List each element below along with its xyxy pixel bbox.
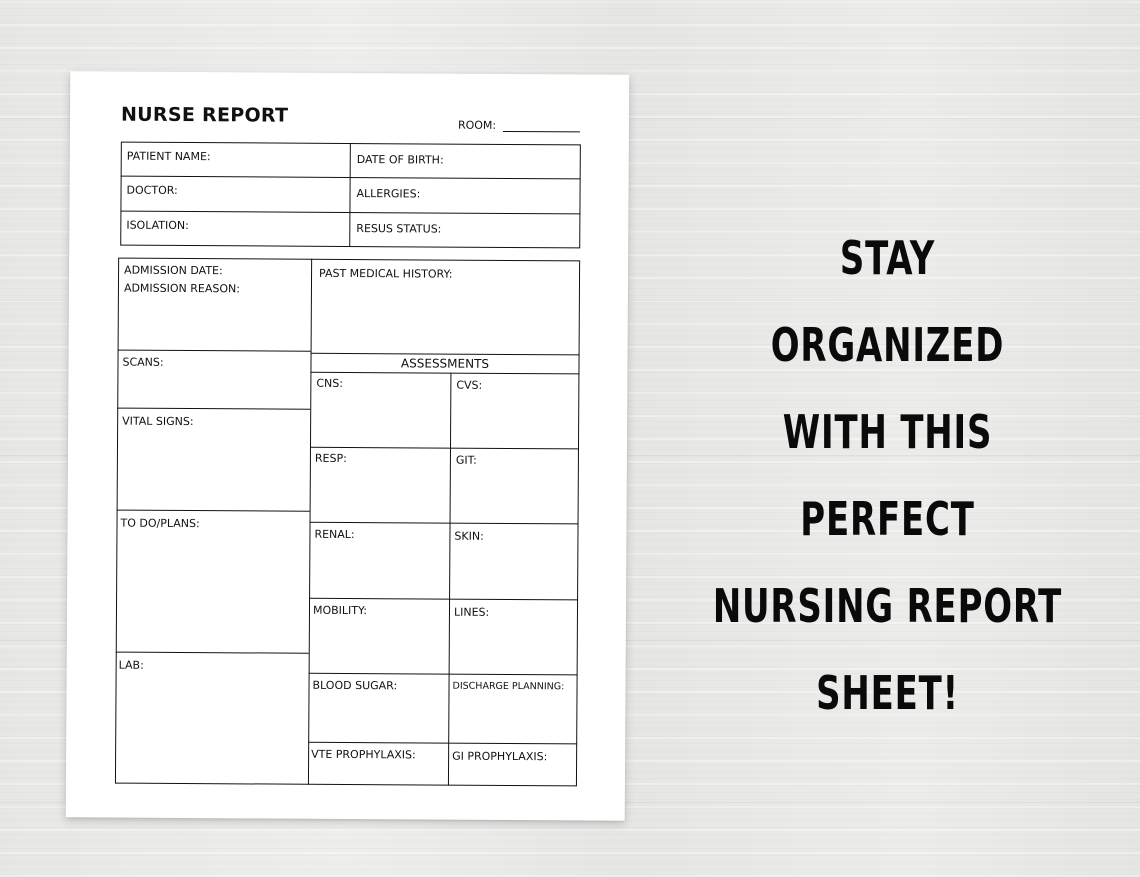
vte-prophylaxis-field: VTE PROPHYLAXIS: xyxy=(311,747,416,762)
sheet-title: NURSE REPORT xyxy=(120,103,289,127)
room-blank-line xyxy=(503,131,580,132)
past-medical-history-field: PAST MEDICAL HISTORY: xyxy=(319,266,453,281)
admission-date-field: ADMISSION DATE: xyxy=(124,263,223,278)
promo-tagline xyxy=(660,215,1115,737)
cvs-field: CVS: xyxy=(456,378,483,392)
to-do-plans-field: TO DO/PLANS: xyxy=(120,516,200,531)
isolation-field: ISOLATION: xyxy=(126,218,189,233)
resp-field: RESP: xyxy=(314,451,347,465)
discharge-planning-field: DISCHARGE PLANNING: xyxy=(452,680,565,693)
assessments-heading: ASSESSMENTS xyxy=(400,356,490,371)
blood-sugar-field: BLOOD SUGAR: xyxy=(312,678,398,693)
room-label: ROOM: xyxy=(457,118,497,132)
renal-field: RENAL: xyxy=(314,527,355,542)
scans-field: SCANS: xyxy=(122,355,164,369)
allergies-field: ALLERGIES: xyxy=(356,187,421,201)
mobility-field: MOBILITY: xyxy=(312,603,368,618)
promo-line: WITH THIS xyxy=(782,405,993,459)
doctor-field: DOCTOR: xyxy=(126,183,178,197)
promo-line: NURSING REPORT xyxy=(712,579,1063,633)
date-of-birth-field: DATE OF BIRTH: xyxy=(356,153,444,167)
admission-reason-field: ADMISSION REASON: xyxy=(123,281,241,296)
promo-line: SHEET! xyxy=(816,666,959,720)
patient-name-field: PATIENT NAME: xyxy=(126,149,211,164)
nurse-report-sheet xyxy=(66,71,630,820)
cns-field: CNS: xyxy=(316,376,344,390)
lab-field: LAB: xyxy=(118,658,144,672)
gi-prophylaxis-field: GI PROPHYLAXIS: xyxy=(452,749,548,764)
promo-line: ORGANIZED xyxy=(770,318,1005,372)
git-field: GIT: xyxy=(455,453,477,467)
vital-signs-field: VITAL SIGNS: xyxy=(122,414,194,429)
skin-field: SKIN: xyxy=(454,529,484,543)
lines-field: LINES: xyxy=(453,605,490,619)
promo-line: PERFECT xyxy=(800,492,975,546)
resus-status-field: RESUS STATUS: xyxy=(356,222,442,236)
promo-line: STAY xyxy=(839,231,936,285)
